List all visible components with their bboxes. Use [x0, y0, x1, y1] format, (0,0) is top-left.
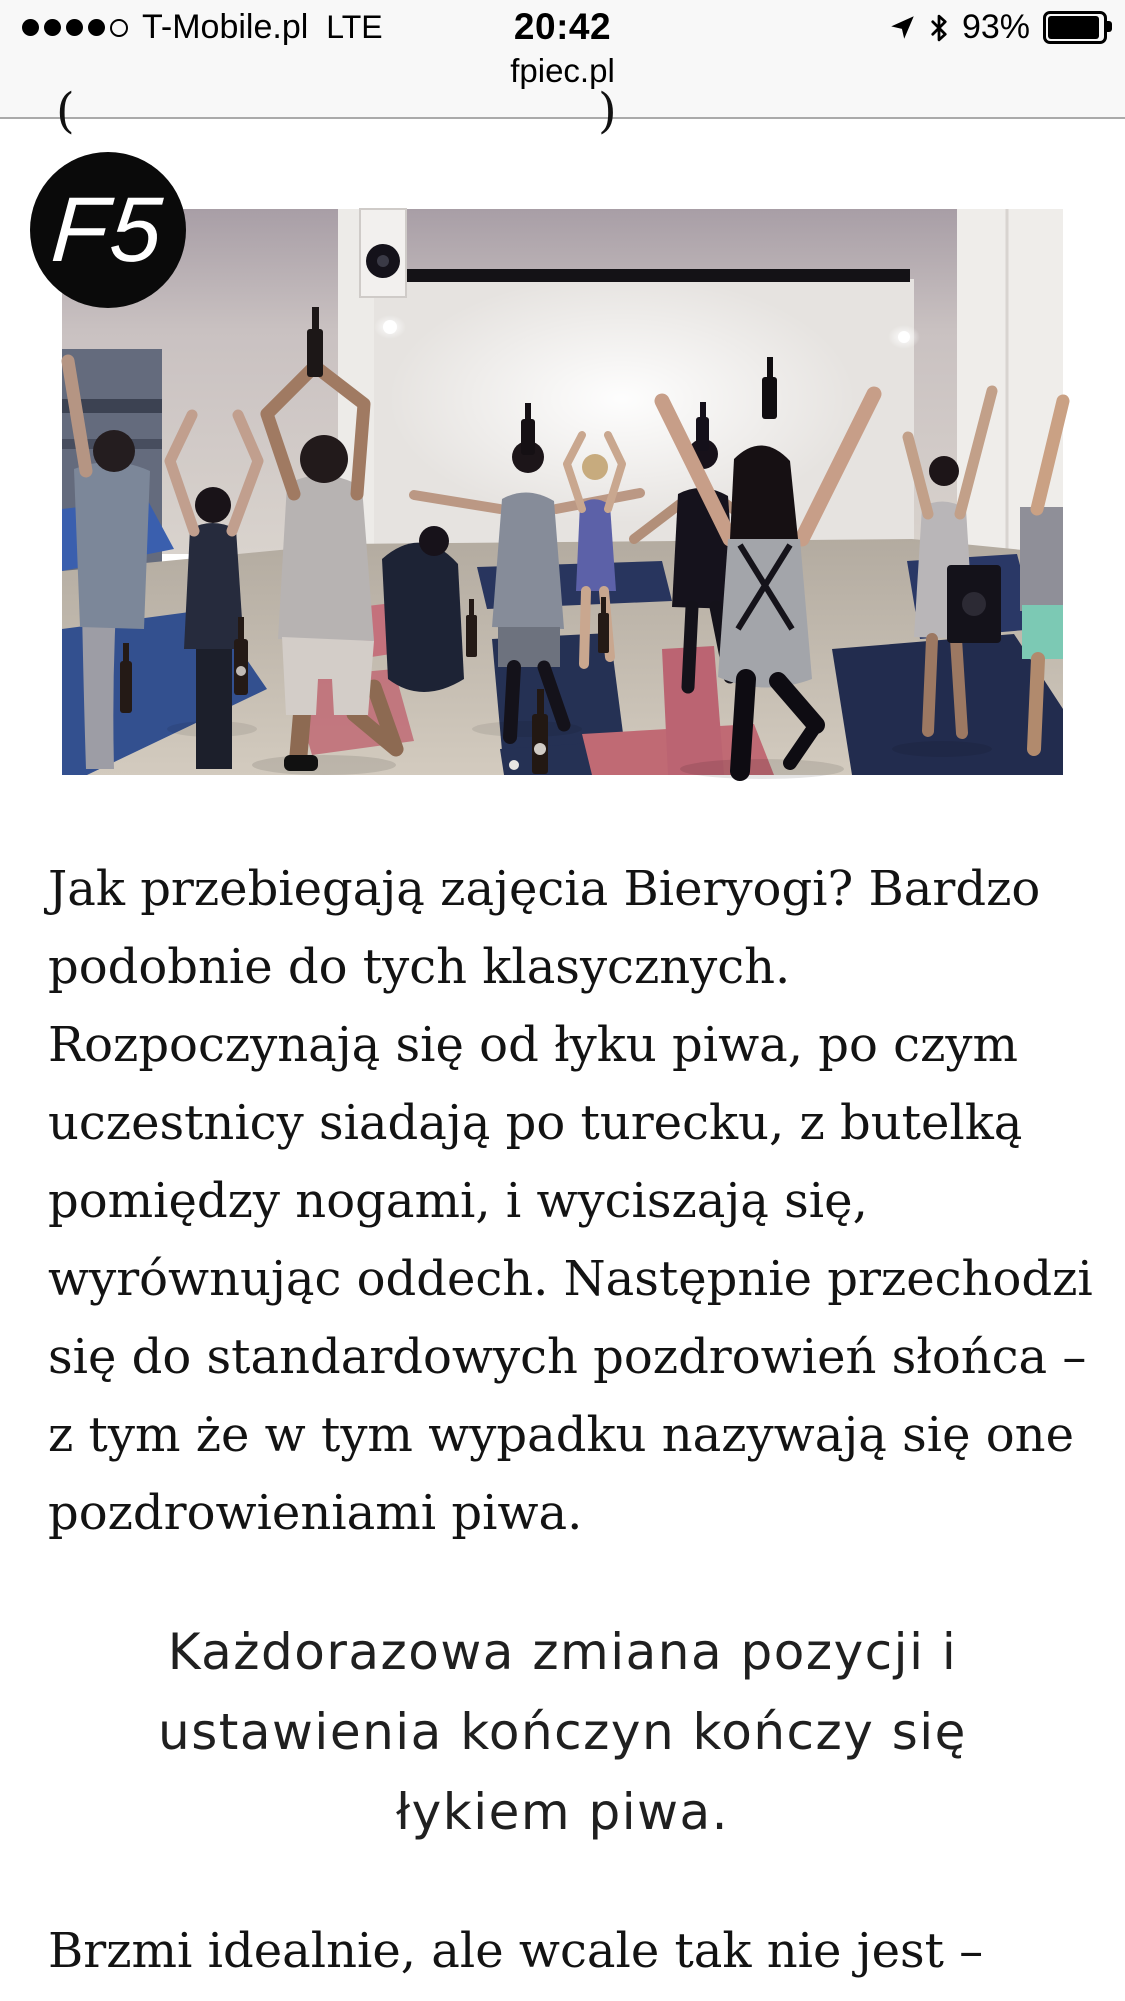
paragraph-line: podobnie do tych klasycznych. [48, 939, 791, 995]
f5-logo-badge[interactable] [30, 152, 186, 308]
article-paragraph-1 [48, 850, 1098, 1552]
paragraph-line: Rozpoczynają się od łyku piwa, po czym [48, 1017, 1018, 1073]
paragraph-line: wyrównując oddech. Następnie przechodzi [48, 1251, 1093, 1307]
f5-logo-text: F5 [48, 178, 168, 281]
paragraph-line: Jak przebiegają zajęcia Bieryogi? Bardzo [48, 861, 1041, 917]
battery-percent-label: 93% [961, 8, 1030, 46]
pull-quote-line: łykiem piwa. [395, 1783, 730, 1841]
safari-top-bar [0, 0, 1125, 119]
battery-fill [1048, 16, 1099, 39]
bieryoga-class-photo [62, 209, 1063, 775]
status-right-cluster [889, 8, 1107, 47]
paragraph-line: uczestnicy siadają po turecku, z butelką [48, 1095, 1023, 1151]
status-bar [0, 0, 1125, 46]
clipped-open-paren: ( [56, 83, 75, 139]
paragraph-line: Brzmi idealnie, ale wcale tak nie jest – [48, 1923, 984, 1979]
paragraph-line: się do standardowych pozdrowień słońca – [48, 1329, 1087, 1385]
pull-quote [30, 1612, 1095, 1852]
article-paragraph-2 [48, 1912, 1098, 1990]
carrier-label: T-Mobile.pl [142, 8, 309, 46]
paragraph-line: pomiędzy nogami, i wyciszają się, [48, 1173, 868, 1229]
bieryoga-photo-illustration [62, 209, 1063, 775]
pull-quote-line: ustawienia kończyn kończy się [158, 1703, 967, 1761]
battery-nub [1107, 21, 1112, 32]
location-arrow-icon [889, 14, 916, 41]
clipped-close-paren: ) [598, 83, 617, 139]
clipped-caption-line [0, 83, 1125, 139]
battery-icon [1043, 11, 1107, 44]
url-domain[interactable]: fpiec.pl [510, 52, 615, 89]
bluetooth-icon [929, 13, 949, 43]
url-bar[interactable] [0, 52, 1125, 90]
clock: 20:42 [513, 6, 612, 47]
speaker [360, 209, 406, 297]
network-type-label: LTE [326, 9, 383, 45]
paragraph-line: z tym że w tym wypadku nazywają się one [48, 1407, 1074, 1463]
paragraph-line: pozdrowieniami piwa. [48, 1485, 583, 1541]
pull-quote-line: Każdorazowa zmiana pozycji i [167, 1623, 958, 1681]
